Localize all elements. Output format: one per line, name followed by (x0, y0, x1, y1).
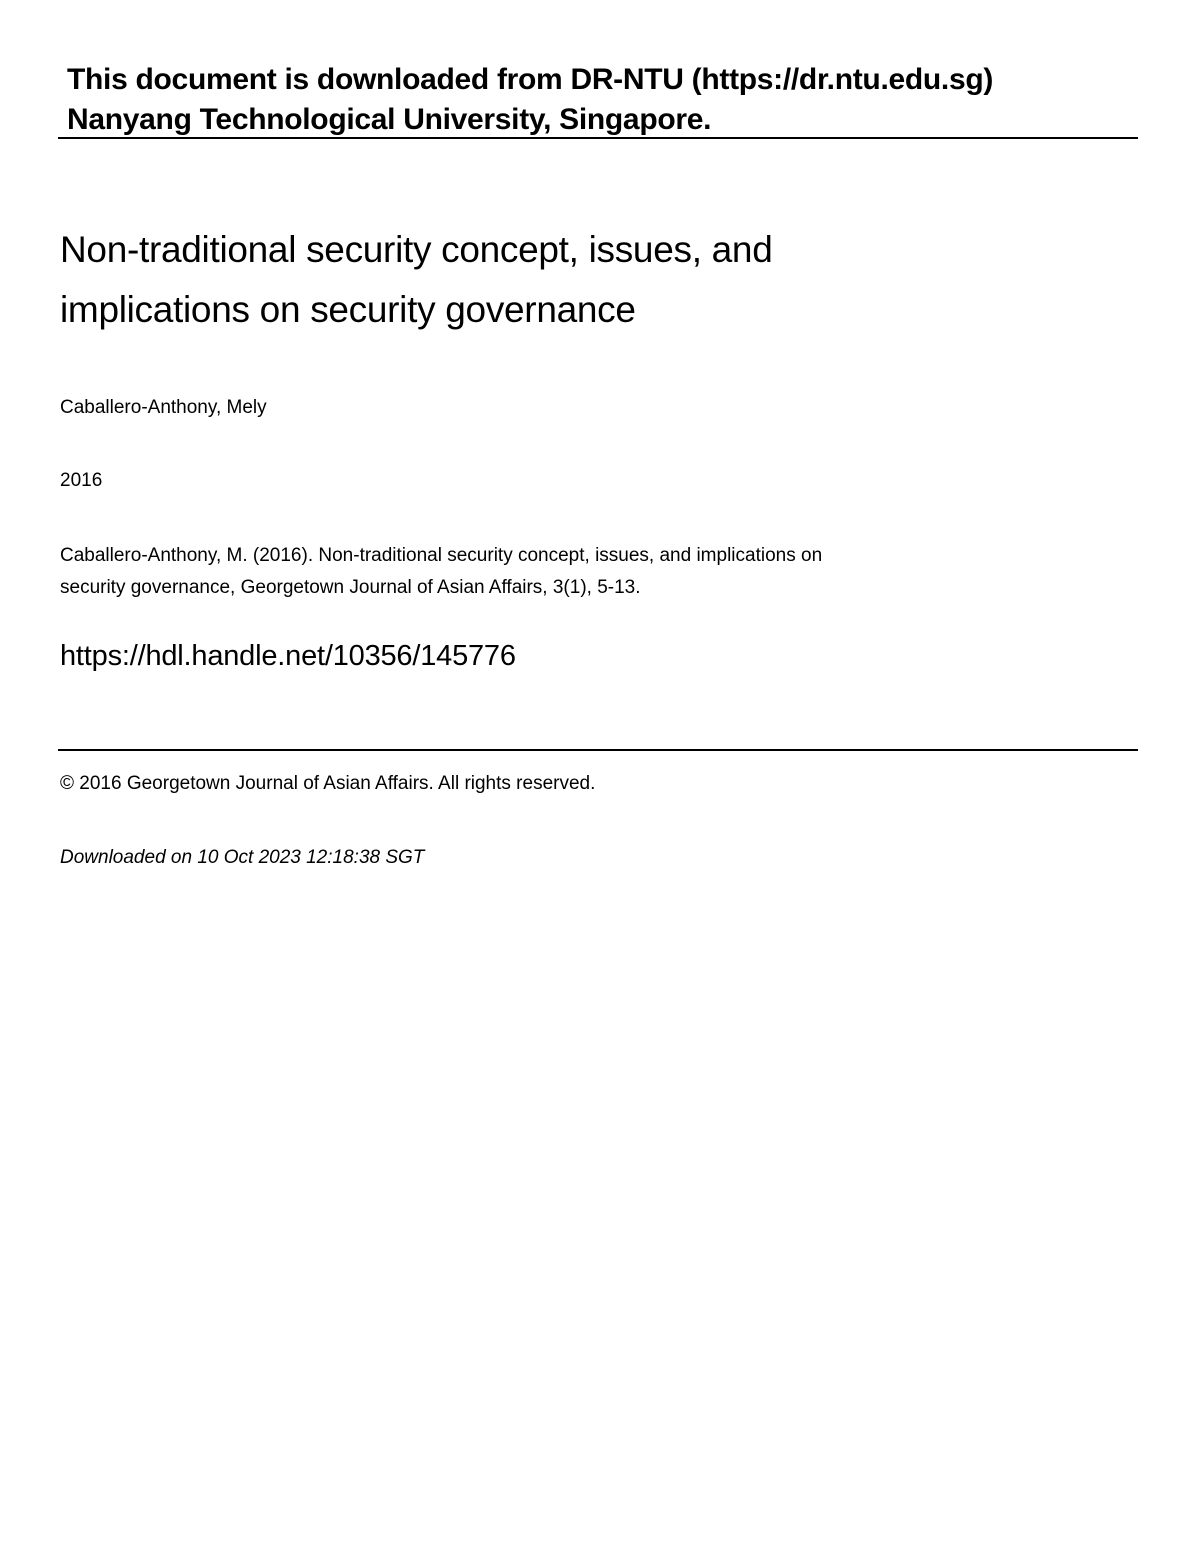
citation (60, 540, 1060, 604)
citation-line-1: Caballero-Anthony, M. (2016). Non-traditional security concept, issues, and implications on (60, 545, 823, 566)
title-line-1: Non-traditional security concept, issues, and (60, 229, 773, 270)
footer-divider (58, 749, 1138, 751)
download-timestamp: Downloaded on 10 Oct 2023 12:18:38 SGT (60, 847, 425, 868)
header-divider (58, 137, 1138, 139)
handle-link[interactable]: https://hdl.handle.net/10356/145776 (60, 640, 516, 672)
publication-year: 2016 (60, 470, 103, 491)
repository-header (67, 60, 1127, 140)
citation-line-2: security governance, Georgetown Journal of Asian Affairs, 3(1), 5-13. (60, 577, 641, 598)
copyright-notice: © 2016 Georgetown Journal of Asian Affairs. All rights reserved. (60, 773, 596, 794)
author-name: Caballero-Anthony, Mely (60, 397, 267, 418)
document-title (60, 220, 1060, 340)
header-source-line: This document is downloaded from DR-NTU (https://dr.ntu.edu.sg) (67, 63, 994, 96)
header-institution-line: Nanyang Technological University, Singapore. (67, 103, 712, 136)
title-line-2: implications on security governance (60, 289, 636, 330)
